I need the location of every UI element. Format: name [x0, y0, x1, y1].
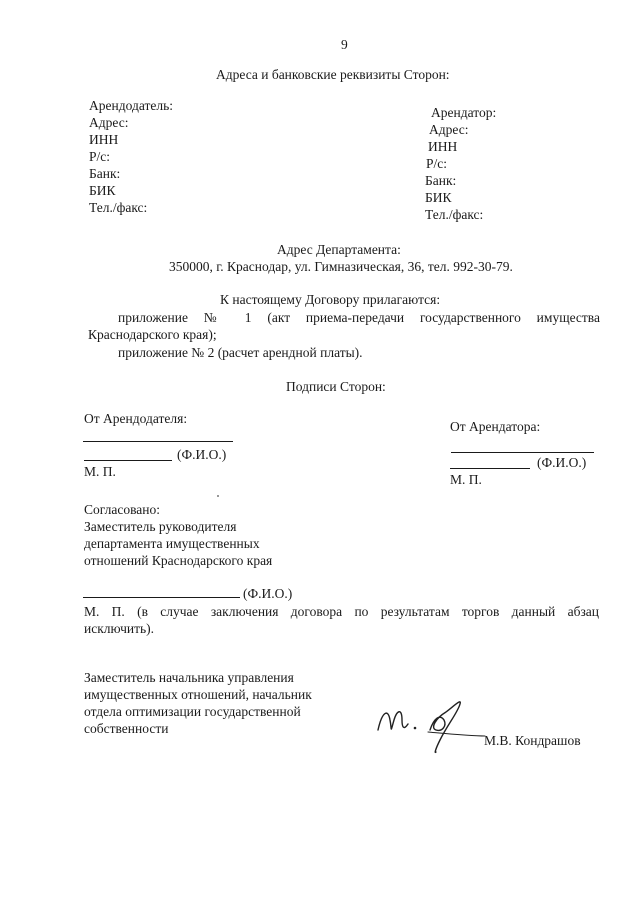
lessor-inn-label: ИНН	[89, 132, 119, 147]
lessee-fio-line	[450, 468, 530, 469]
lessee-phone-label: Тел./факс:	[425, 207, 484, 222]
agreed-title: Согласовано:	[84, 502, 160, 517]
lessor-address-label: Адрес:	[89, 115, 129, 130]
signatures-title: Подписи Сторон:	[286, 379, 386, 394]
lessor-title: Арендодатель:	[89, 98, 173, 113]
lessee-details	[425, 104, 496, 223]
from-lessee-label: От Арендатора:	[450, 419, 541, 434]
lessee-inn-label: ИНН	[428, 139, 458, 154]
footer-line-3: отдела оптимизации государственной	[84, 704, 301, 719]
attachment-2: приложение № 2 (расчет арендной платы).	[118, 345, 363, 360]
footer-line-4: собственности	[84, 721, 169, 736]
page-number: 9	[341, 37, 348, 52]
lessee-title: Арендатор:	[431, 105, 497, 120]
attachment-1-continuation: Краснодарского края);	[88, 327, 217, 342]
agreed-block	[84, 501, 272, 569]
agreed-signature-line	[83, 597, 240, 598]
lessor-details	[89, 97, 173, 216]
footer-line-2: имущественных отношений, начальник	[84, 687, 312, 702]
lessor-mp-label: М. П.	[84, 464, 116, 479]
lessor-fio-label: (Ф.И.О.)	[177, 447, 227, 462]
lessor-phone-label: Тел./факс:	[89, 200, 148, 215]
lessor-bank-label: Банк:	[89, 166, 121, 181]
lessee-signature-line	[451, 452, 594, 453]
lessee-account-label: Р/с:	[426, 156, 448, 171]
mp-note-line-1: М. П. (в случае заключения договора по результатам торгов данный абзац	[84, 604, 599, 619]
lessor-signature-line	[83, 441, 233, 442]
footer-line-1: Заместитель начальника управления	[84, 670, 294, 685]
department-title: Адрес Департамента:	[277, 242, 401, 257]
agreed-line-2: департамента имущественных	[84, 536, 260, 551]
department-address: 350000, г. Краснодар, ул. Гимназическая, 36, тел. 992-30-79.	[169, 259, 513, 274]
lessor-bik-label: БИК	[89, 183, 116, 198]
attachments-title: К настоящему Договору прилагаются:	[220, 292, 441, 307]
lessee-bank-label: Банк:	[425, 173, 457, 188]
lessee-address-label: Адрес:	[429, 122, 469, 137]
agreed-fio-label: (Ф.И.О.)	[243, 586, 293, 601]
agreed-line-3: отношений Краснодарского края	[84, 553, 273, 568]
lessor-fio-line	[84, 460, 172, 461]
lessee-fio-label: (Ф.И.О.)	[537, 455, 587, 470]
mp-note-line-2: исключить).	[84, 621, 155, 636]
lessee-mp-label: М. П.	[450, 472, 482, 487]
attachment-1: приложение № 1 (акт приема-передачи государственного имущества	[118, 310, 600, 325]
agreed-line-1: Заместитель руководителя	[84, 519, 237, 534]
lessor-account-label: Р/с:	[89, 149, 111, 164]
signer-name: М.В. Кондрашов	[484, 733, 581, 748]
scan-speck	[217, 495, 219, 497]
lessee-bik-label: БИК	[425, 190, 452, 205]
footer-position	[84, 669, 312, 737]
from-lessor-label: От Арендодателя:	[84, 411, 188, 426]
addresses-title: Адреса и банковские реквизиты Сторон:	[216, 67, 450, 82]
handwritten-signature	[370, 690, 500, 760]
